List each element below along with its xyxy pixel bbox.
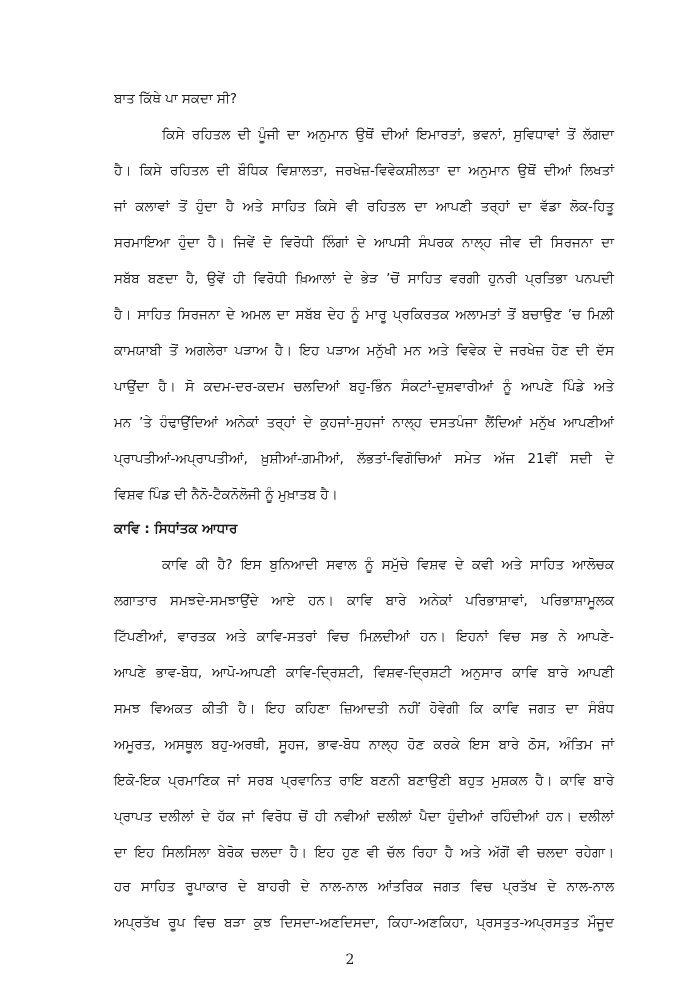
paragraph-line: ਪ੍ਰਾਪਤੀਆਂ-ਅਪ੍ਰਾਪਤੀਆਂ, ਖ਼ੁਸ਼ੀਆਂ-ਗ਼ਮੀਆਂ, ਲੱਭਤਾਂ-ਵਿਗੋਚਿਆਂ ਸਮੇਤ ਅੱਜ 21ਵੀਂ ਸਦੀ ਦੇ	[114, 452, 614, 467]
paragraph-line: ਪ੍ਰਾਪਤ ਦਲੀਲਾਂ ਦੇ ਹੱਕ ਜਾਂ ਵਿਰੋਧ ਚੋਂ ਹੀ ਨਵੀਆਂ ਦਲੀਲਾਂ ਪੈਦਾ ਹੁੰਦੀਆਂ ਰਹਿੰਦੀਆਂ ਹਨ। ਦਲੀਲਾਂ	[114, 810, 614, 825]
paragraph-line: ਬਾਤ ਕਿੱਥੇ ਪਾ ਸਕਦਾ ਸੀ?	[114, 92, 237, 107]
paragraph-line: ਲਗਾਤਾਰ ਸਮਝਦੇ-ਸਮਝਾਉਂਦੇ ਆਏ ਹਨ। ਕਾਵਿ ਬਾਰੇ ਅਨੇਕਾਂ ਪਰਿਭਾਸ਼ਾਵਾਂ, ਪਰਿਭਾਸ਼ਾਮੂਲਕ	[114, 594, 614, 609]
section-heading: ਕਾਵਿ : ਸਿਧਾਂਤਕ ਆਧਾਰ	[114, 522, 238, 537]
paragraph-line: ਪਾਉਂਦਾ ਹੈ। ਸੋ ਕਦਮ-ਦਰ-ਕਦਮ ਚਲਦਿਆਂ ਬਹੁ-ਭਿੰਨ ਸੰਕਟਾਂ-ਦੁਸ਼ਵਾਰੀਆਂ ਨੂੰ ਆਪਣੇ ਪਿੰਡੇ ਅਤੇ	[114, 380, 614, 395]
paragraph-line: ਹੈ। ਸਾਹਿਤ ਸਿਰਜਨਾ ਦੇ ਅਮਲ ਦਾ ਸਬੱਬ ਦੇਹ ਨੂੰ ਮਾਰੂ ਪ੍ਰਕਿਰਤਕ ਅਲਾਮਤਾਂ ਤੋਂ ਬਚਾਉਣ ’ਚ ਮਿਲ਼ੀ	[114, 308, 614, 323]
paragraph-line: ਹੈ। ਕਿਸੇ ਰਹਿਤਲ ਦੀ ਬੌਧਿਕ ਵਿਸ਼ਾਲਤਾ, ਜਰਖੇਜ਼-ਵਿਵੇਕਸ਼ੀਲਤਾ ਦਾ ਅਨੁਮਾਨ ਉਥੋਂ ਦੀਆਂ ਲਿਖਤਾਂ	[114, 164, 614, 179]
paragraph-line: ਮਨ ’ਤੇ ਹੰਢਾਉਂਦਿਆਂ ਅਨੇਕਾਂ ਤਰ੍ਹਾਂ ਦੇ ਕੁਹਜਾਂ-ਸੁਹਜਾਂ ਨਾਲ੍ਹ ਦਸਤਪੰਜਾ ਲੈਂਦਿਆਂ ਮਨੁੱਖ ਆਪਣੀਆਂ	[114, 416, 614, 431]
paragraph-line: ਦਾ ਇਹ ਸਿਲਸਿਲਾ ਬੇਰੋਕ ਚਲਦਾ ਹੈ। ਇਹ ਹੁਣ ਵੀ ਚੱਲ ਰਿਹਾ ਹੈ ਅਤੇ ਅੱਗੋਂ ਵੀ ਚਲਦਾ ਰਹੇਗਾ।	[114, 846, 614, 861]
paragraph-line: ਕਿਸੇ ਰਹਿਤਲ ਦੀ ਪੂੰਜੀ ਦਾ ਅਨੁਮਾਨ ਉਥੋਂ ਦੀਆਂ ਇਮਾਰਤਾਂ, ਭਵਨਾਂ, ਸੁਵਿਧਾਵਾਂ ਤੋਂ ਲੱਗਦਾ	[162, 128, 614, 143]
paragraph-line: ਵਿਸ਼ਵ ਪਿੰਡ ਦੀ ਨੈਨੋ-ਟੈਕਨੋਲੋਜੀ ਨੂੰ ਮੁਖ਼ਾਤਬ ਹੈ।	[114, 488, 338, 503]
paragraph-line: ਸਮਝ ਵਿਅਕਤ ਕੀਤੀ ਹੈ। ਇਹ ਕਹਿਣਾ ਜ਼ਿਆਦਤੀ ਨਹੀਂ ਹੋਵੇਗੀ ਕਿ ਕਾਵਿ ਜਗਤ ਦਾ ਸੰਬੰਧ	[114, 702, 614, 717]
paragraph-line: ਜਾਂ ਕਲਾਵਾਂ ਤੋਂ ਹੁੰਦਾ ਹੈ ਅਤੇ ਸਾਹਿਤ ਕਿਸੇ ਵੀ ਰਹਿਤਲ ਦਾ ਆਪਣੀ ਤਰ੍ਹਾਂ ਦਾ ਵੱਡਾ ਲੋਕ-ਹਿਤੂ	[114, 200, 614, 215]
paragraph-line: ਅਪ੍ਰਤੱਖ ਰੂਪ ਵਿਚ ਬੜਾ ਕੁਝ ਦਿਸਦਾ-ਅਣਦਿਸਦਾ, ਕਿਹਾ-ਅਣਕਿਹਾ, ਪ੍ਰਸਤੁਤ-ਅਪ੍ਰਸਤੁਤ ਮੌਜੂਦ	[114, 916, 614, 931]
paragraph-line: ਅਮੂਰਤ, ਅਸਥੂਲ ਬਹੁ-ਅਰਥੀ, ਸੂਹਜ, ਭਾਵ-ਬੋਧ ਨਾਲ੍ਹ ਹੋਣ ਕਰਕੇ ਇਸ ਬਾਰੇ ਠੋਸ, ਅੰਤਿਮ ਜਾਂ	[114, 738, 614, 753]
paragraph-line: ਸਬੱਬ ਬਣਦਾ ਹੈ, ਉਵੇਂ ਹੀ ਵਿਰੋਧੀ ਖ਼ਿਆਲਾਂ ਦੇ ਭੇੜ ’ਚੋਂ ਸਾਹਿਤ ਵਰਗੀ ਹੁਨਰੀ ਪ੍ਰਤਿਭਾ ਪਨਪਦੀ	[114, 272, 614, 287]
paragraph-line: ਹਰ ਸਾਹਿਤ ਰੂਪਾਕਾਰ ਦੇ ਬਾਹਰੀ ਦੇ ਨਾਲ-ਨਾਲ ਆਂਤਰਿਕ ਜਗਤ ਵਿਚ ਪ੍ਰਤੱਖ ਦੇ ਨਾਲ-ਨਾਲ	[114, 880, 614, 895]
paragraph-line: ਟਿੱਪਣੀਆਂ, ਵਾਰਤਕ ਅਤੇ ਕਾਵਿ-ਸਤਰਾਂ ਵਿਚ ਮਿਲ਼ਦੀਆਂ ਹਨ। ਇਹਨਾਂ ਵਿਚ ਸਭ ਨੇ ਆਪਣੇ-	[114, 630, 614, 645]
paragraph-line: ਸਰਮਾਇਆ ਹੁੰਦਾ ਹੈ। ਜਿਵੇਂ ਦੋ ਵਿਰੋਧੀ ਲਿੰਗਾਂ ਦੇ ਆਪਸੀ ਸੰਪਰਕ ਨਾਲ੍ਹ ਜੀਵ ਦੀ ਸਿਰਜਨਾ ਦਾ	[114, 236, 614, 251]
paragraph-line: ਆਪਣੇ ਭਾਵ-ਬੋਧ, ਆਪੋ-ਆਪਣੀ ਕਾਵਿ-ਦ੍ਰਿਸ਼ਟੀ, ਵਿਸ਼ਵ-ਦ੍ਰਿਸ਼ਟੀ ਅਨੁਸਾਰ ਕਾਵਿ ਬਾਰੇ ਆਪਣੀ	[114, 666, 614, 681]
page-number: 2	[345, 952, 355, 968]
paragraph-line: ਕਾਮਯਾਬੀ ਤੋਂ ਅਗਲੇਰਾ ਪੜਾਅ ਹੈ। ਇਹ ਪੜਾਅ ਮਨੁੱਖੀ ਮਨ ਅਤੇ ਵਿਵੇਕ ਦੇ ਜਰਖੇਜ਼ ਹੋਣ ਦੀ ਦੱਸ	[114, 344, 614, 359]
paragraph-line: ਕਾਵਿ ਕੀ ਹੈ? ਇਸ ਬੁਨਿਆਦੀ ਸਵਾਲ ਨੂੰ ਸਮੁੱਚੇ ਵਿਸ਼ਵ ਦੇ ਕਵੀ ਅਤੇ ਸਾਹਿਤ ਆਲੋਚਕ	[162, 558, 614, 573]
paragraph-line: ਇਕੋ-ਇਕ ਪ੍ਰਮਾਣਿਕ ਜਾਂ ਸਰਬ ਪ੍ਰਵਾਨਿਤ ਰਾਇ ਬਣਨੀ ਬਣਾਉਣੀ ਬਹੁਤ ਮੁਸ਼ਕਲ ਹੈ। ਕਾਵਿ ਬਾਰੇ	[114, 774, 614, 789]
